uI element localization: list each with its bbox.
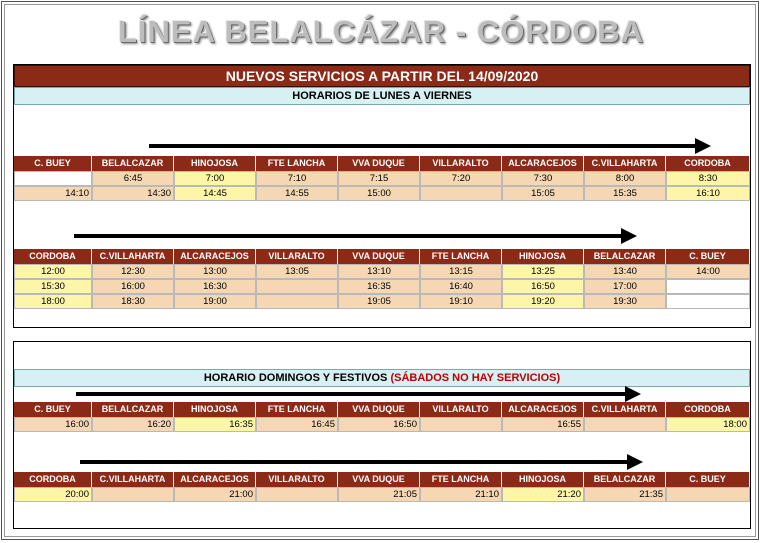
weekday-heading: HORARIOS DE LUNES A VIERNES: [14, 87, 750, 105]
stop-header: BELALCAZAR: [92, 402, 174, 417]
stop-header: VVA DUQUE: [338, 156, 420, 171]
time-cell: [420, 186, 502, 201]
time-cell: 16:50: [338, 417, 420, 432]
time-cell: 14:00: [666, 264, 750, 279]
weekend-outbound-header: [14, 402, 750, 417]
time-cell: [666, 294, 750, 309]
time-cell: 20:00: [14, 487, 92, 502]
time-cell: 7:10: [256, 171, 338, 186]
weekend-return-arrow: [80, 460, 628, 464]
time-cell: 13:40: [584, 264, 666, 279]
stop-header: C.VILLAHARTA: [584, 156, 666, 171]
stop-header: ALCARACEJOS: [174, 249, 256, 264]
time-cell: 16:35: [174, 417, 256, 432]
time-cell: 19:10: [420, 294, 502, 309]
stop-header: ALCARACEJOS: [174, 472, 256, 487]
stop-header: C. BUEY: [14, 156, 92, 171]
time-cell: 16:30: [174, 279, 256, 294]
stop-header: VILLARALTO: [420, 156, 502, 171]
time-cell: 18:30: [92, 294, 174, 309]
timetable-row: [14, 487, 750, 502]
stop-header: VVA DUQUE: [338, 472, 420, 487]
stop-header: CORDOBA: [666, 156, 750, 171]
time-cell: [256, 279, 338, 294]
stop-header: HINOJOSA: [502, 472, 584, 487]
time-cell: 14:30: [92, 186, 174, 201]
stop-header: ALCARACEJOS: [502, 156, 584, 171]
return-direction-arrow: [74, 234, 622, 238]
stop-header: BELALCAZAR: [584, 472, 666, 487]
time-cell: 16:35: [338, 279, 420, 294]
time-cell: [256, 487, 338, 502]
stop-header: C. BUEY: [14, 402, 92, 417]
time-cell: 21:20: [502, 487, 584, 502]
time-cell: 15:30: [14, 279, 92, 294]
weekday-return-header: [14, 249, 750, 264]
time-cell: 12:30: [92, 264, 174, 279]
weekend-heading: [14, 369, 750, 387]
time-cell: 7:00: [174, 171, 256, 186]
time-cell: 19:20: [502, 294, 584, 309]
timetable-row: [14, 186, 750, 201]
timetable-row: [14, 264, 750, 279]
stop-header: VILLARALTO: [256, 249, 338, 264]
time-cell: 19:00: [174, 294, 256, 309]
time-cell: 6:45: [92, 171, 174, 186]
stop-header: BELALCAZAR: [92, 156, 174, 171]
time-cell: [92, 487, 174, 502]
time-cell: 8:00: [584, 171, 666, 186]
timetable-row: [14, 279, 750, 294]
weekend-section: [13, 341, 751, 529]
time-cell: 14:55: [256, 186, 338, 201]
time-cell: 13:25: [502, 264, 584, 279]
timetable-row: [14, 171, 750, 186]
stop-header: VVA DUQUE: [338, 249, 420, 264]
stop-header: HINOJOSA: [174, 156, 256, 171]
time-cell: 19:30: [584, 294, 666, 309]
stop-header: C. BUEY: [666, 472, 750, 487]
time-cell: 15:05: [502, 186, 584, 201]
time-cell: 21:35: [584, 487, 666, 502]
timetable-row: [14, 294, 750, 309]
stop-header: HINOJOSA: [174, 402, 256, 417]
weekend-outbound-arrow: [76, 392, 626, 396]
stop-header: VVA DUQUE: [338, 402, 420, 417]
stop-header: VILLARALTO: [256, 472, 338, 487]
time-cell: 18:00: [666, 417, 750, 432]
stop-header: HINOJOSA: [502, 249, 584, 264]
time-cell: 19:05: [338, 294, 420, 309]
weekend-return-header: [14, 472, 750, 487]
services-banner: NUEVOS SERVICIOS A PARTIR DEL 14/09/2020: [14, 65, 750, 87]
stop-header: BELALCAZAR: [584, 249, 666, 264]
time-cell: 16:00: [14, 417, 92, 432]
time-cell: 15:35: [584, 186, 666, 201]
time-cell: 7:30: [502, 171, 584, 186]
weekday-outbound-header: [14, 156, 750, 171]
stop-header: CORDOBA: [666, 402, 750, 417]
time-cell: 8:30: [666, 171, 750, 186]
page-title: LÍNEA BELALCÁZAR - CÓRDOBA: [118, 14, 644, 49]
time-cell: 21:05: [338, 487, 420, 502]
stop-header: FTE LANCHA: [420, 249, 502, 264]
time-cell: [666, 487, 750, 502]
time-cell: 15:00: [338, 186, 420, 201]
time-cell: 13:05: [256, 264, 338, 279]
time-cell: 16:00: [92, 279, 174, 294]
time-cell: 14:45: [174, 186, 256, 201]
stop-header: CORDOBA: [14, 472, 92, 487]
stop-header: FTE LANCHA: [420, 472, 502, 487]
time-cell: 21:10: [420, 487, 502, 502]
stop-header: VILLARALTO: [420, 402, 502, 417]
stop-header: ALCARACEJOS: [502, 402, 584, 417]
time-cell: 16:10: [666, 186, 750, 201]
time-cell: 16:45: [256, 417, 338, 432]
time-cell: 17:00: [584, 279, 666, 294]
weekday-section: [13, 64, 751, 328]
stop-header: C.VILLAHARTA: [584, 402, 666, 417]
time-cell: 16:40: [420, 279, 502, 294]
time-cell: 7:20: [420, 171, 502, 186]
time-cell: 12:00: [14, 264, 92, 279]
time-cell: 16:50: [502, 279, 584, 294]
time-cell: [420, 417, 502, 432]
time-cell: 21:00: [174, 487, 256, 502]
time-cell: 13:15: [420, 264, 502, 279]
stop-header: FTE LANCHA: [256, 402, 338, 417]
stop-header: C.VILLAHARTA: [92, 249, 174, 264]
time-cell: 13:00: [174, 264, 256, 279]
stop-header: FTE LANCHA: [256, 156, 338, 171]
time-cell: [14, 171, 92, 186]
outbound-direction-arrow: [149, 144, 696, 148]
time-cell: 7:15: [338, 171, 420, 186]
time-cell: 13:10: [338, 264, 420, 279]
stop-header: C.VILLAHARTA: [92, 472, 174, 487]
time-cell: 14:10: [14, 186, 92, 201]
stop-header: C. BUEY: [666, 249, 750, 264]
time-cell: [256, 294, 338, 309]
stop-header: CORDOBA: [14, 249, 92, 264]
timetable-row: [14, 417, 750, 432]
weekend-heading-main: HORARIO DOMINGOS Y FESTIVOS: [203, 372, 391, 384]
time-cell: 16:55: [502, 417, 584, 432]
weekend-heading-note: (SÁBADOS NO HAY SERVICIOS): [390, 372, 561, 384]
time-cell: [666, 279, 750, 294]
time-cell: 16:20: [92, 417, 174, 432]
time-cell: 18:00: [14, 294, 92, 309]
time-cell: [584, 417, 666, 432]
